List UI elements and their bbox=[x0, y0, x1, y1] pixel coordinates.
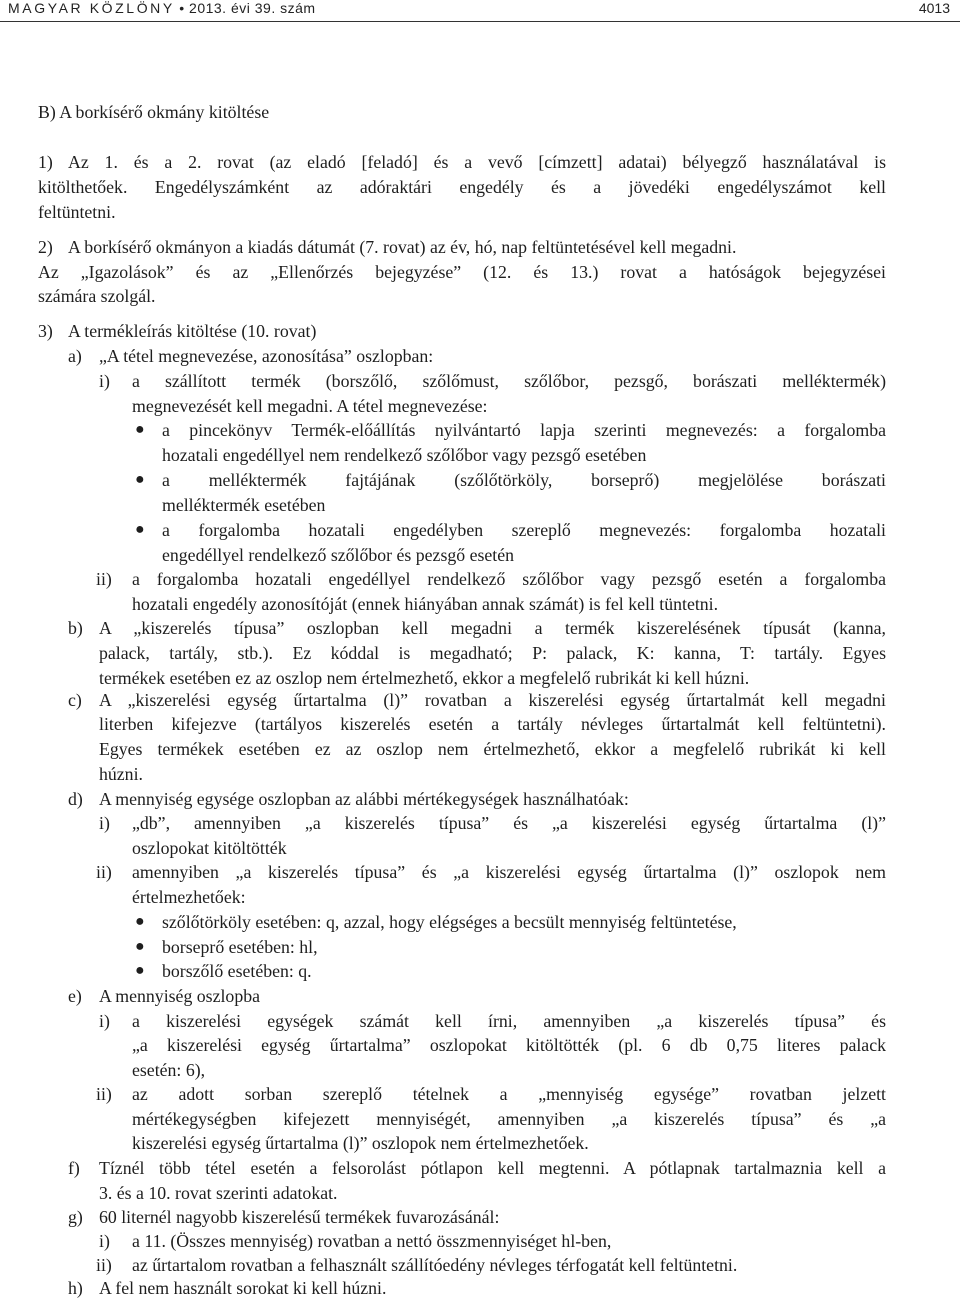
item-3d-ii-line: amennyiben „a kiszerelés típusa” és „a kiszerelési egység űrtartalma (l)” oszlopok nem bbox=[132, 862, 886, 882]
item-3e-label: e) bbox=[68, 986, 82, 1006]
bullet-item-line: a melléktermék fajtájának (szőlőtörköly, borseprő) megjelölése borászati bbox=[162, 470, 886, 490]
item-3a-label: a) bbox=[68, 346, 82, 366]
issue-info: 2013. évi 39. szám bbox=[189, 0, 316, 16]
item-3g-title: 60 liternél nagyobb kiszerelésű termékek fuvarozásánál: bbox=[99, 1207, 500, 1227]
item-3d-title: A mennyiség egysége oszlopban az alábbi mértékegységek használhatóak: bbox=[99, 789, 629, 809]
item-3h-line: A fel nem használt sorokat ki kell húzni. bbox=[99, 1278, 387, 1298]
item-3a-i-line: a szállított termék (borszőlő, szőlőmust, szőlőbor, pezsgő, borászati melléktermék) bbox=[132, 371, 886, 391]
item-3b-label: b) bbox=[68, 618, 83, 638]
item-3d-ii-line: értelmezhetőek: bbox=[132, 887, 246, 907]
item-1-line: Az 1. és a 2. rovat (az eladó [feladó] és a vevő [címzett] adatai) bélyegző használatával is bbox=[68, 152, 886, 172]
item-3f-line: 3. és a 10. rovat szerinti adatokat. bbox=[99, 1183, 338, 1203]
item-3b-line: A „kiszerelés típusa” oszlopban kell megadni a termék kiszerelésének típusát (kanna, bbox=[99, 618, 886, 638]
item-3e-i-line: „a kiszerelési egység űrtartalma” oszlopokat kitöltötték (pl. 6 db 0,75 literes palack bbox=[132, 1035, 886, 1055]
item-3e-ii-label: ii) bbox=[96, 1084, 112, 1104]
page-header bbox=[0, 0, 960, 24]
item-3e-i-label: i) bbox=[99, 1011, 110, 1031]
item-3e-i-line: esetén: 6), bbox=[132, 1060, 206, 1080]
item-3d-label: d) bbox=[68, 789, 83, 809]
item-3c-line: literben kifejezve (tartályos kiszerelés esetén a tartály névleges űrtartalmát kell feltüntetni). bbox=[99, 714, 886, 734]
item-3e-ii-line: mértékegységben kifejezett mennyiségét, amennyiben „a kiszerelés típusa” és „a bbox=[132, 1109, 886, 1129]
bullet-item-line: melléktermék esetében bbox=[162, 495, 326, 515]
item-3d-i-line: oszlopokat kitöltötték bbox=[132, 838, 287, 858]
item-3e-ii-line: az adott sorban szereplő tételnek a „mennyiség egysége” rovatban jelzett bbox=[132, 1084, 886, 1104]
section-title: B) A borkísérő okmány kitöltése bbox=[38, 102, 270, 122]
item-3-title: A termékleírás kitöltése (10. rovat) bbox=[68, 321, 317, 341]
item-3e-title: A mennyiség oszlopba bbox=[99, 986, 260, 1006]
item-3g-i-label: i) bbox=[99, 1231, 110, 1251]
bullet-item-line: borszőlő esetében: q. bbox=[162, 961, 312, 981]
item-3a-title: „A tétel megnevezése, azonosítása” oszlopban: bbox=[99, 346, 434, 366]
item-3c-label: c) bbox=[68, 690, 82, 710]
item-3d-i-line: „db”, amennyiben „a kiszerelés típusa” és „a kiszerelési egység űrtartalma (l)” bbox=[132, 813, 886, 833]
bullet-icon: ● bbox=[135, 913, 145, 930]
bullet-item-line: hozatali engedéllyel nem rendelkező szőlőbor vagy pezsgő esetében bbox=[162, 445, 647, 465]
item-3h-label: h) bbox=[68, 1278, 83, 1298]
item-2-line: számára szolgál. bbox=[38, 286, 156, 306]
item-2-line: Az „Igazolások” és az „Ellenőrzés bejegyzése” (12. és 13.) rovat a hatóságok bejegyzései bbox=[38, 262, 886, 282]
item-3g-label: g) bbox=[68, 1207, 83, 1227]
item-3g-i-line: a 11. (Összes mennyiség) rovatban a nettó összmennyiséget hl-ben, bbox=[132, 1231, 612, 1251]
item-3f-label: f) bbox=[68, 1158, 80, 1178]
item-3a-ii-line: hozatali engedély azonosítóját (ennek hiányában annak számát) is fel kell tüntetni. bbox=[132, 594, 719, 614]
bullet-item-line: engedéllyel rendelkező szőlőbor és pezsgő esetén bbox=[162, 545, 515, 565]
item-3a-ii-line: a forgalomba hozatali engedéllyel rendelkező szőlőbor vagy pezsgő esetén a forgalomba bbox=[132, 569, 886, 589]
item-3e-i-line: a kiszerelési egységek számát kell írni, amennyiben „a kiszerelés típusa” és bbox=[132, 1011, 886, 1031]
item-3a-i-line: megnevezését kell megadni. A tétel megnevezése: bbox=[132, 396, 488, 416]
bullet-icon: ● bbox=[135, 471, 145, 488]
bullet-item-line: borseprő esetében: hl, bbox=[162, 937, 318, 957]
bullet-item-line: szőlőtörköly esetében: q, azzal, hogy elégséges a becsült mennyiség feltüntetése, bbox=[162, 912, 737, 932]
item-3f-line: Tíznél több tétel esetén a felsorolást pótlapon kell megtenni. A pótlapnak tartalmaznia kell a bbox=[99, 1158, 886, 1178]
item-2-line: A borkísérő okmányon a kiadás dátumát (7. rovat) az év, hó, nap feltüntetésével kell megadni. bbox=[68, 237, 737, 257]
item-2-label: 2) bbox=[38, 237, 53, 257]
item-3c-line: húzni. bbox=[99, 764, 143, 784]
item-3g-ii-label: ii) bbox=[96, 1255, 112, 1275]
item-3e-ii-line: kiszerelési egység űrtartalma (l)” oszlopok nem értelmezhetőek. bbox=[132, 1133, 589, 1153]
item-3a-ii-label: ii) bbox=[96, 569, 112, 589]
bullet-icon: ● bbox=[135, 962, 145, 979]
publication-info: MAGYAR KÖZLÖNY • 2013. évi 39. szám bbox=[8, 0, 316, 16]
bullet-icon: ● bbox=[135, 938, 145, 955]
item-3d-ii-label: ii) bbox=[96, 862, 112, 882]
item-3b-line: palack, tartály, stb.). Ez kóddal is megadható; P: palack, K: kanna, T: tartály. Egyes bbox=[99, 643, 886, 663]
page-number: 4013 bbox=[918, 0, 950, 16]
item-3c-line: A „kiszerelési egység űrtartalma (l)” rovatban a kiszerelési egység űrtartalmát kell megadni bbox=[99, 690, 886, 710]
item-3c-line: Egyes termékek esetében ez az oszlop nem értelmezhető, ekkor a megfelelő rubrikát ki kell bbox=[99, 739, 886, 759]
bullet-item-line: a pincekönyv Termék-előállítás nyilvántartó lapja szerinti megnevezés: a forgalomba bbox=[162, 420, 886, 440]
header-divider bbox=[0, 21, 960, 22]
item-1-label: 1) bbox=[38, 152, 53, 172]
item-3g-ii-line: az űrtartalom rovatban a felhasznált szállítóedény névleges térfogatát kell feltüntetni. bbox=[132, 1255, 738, 1275]
bullet-item-line: a forgalomba hozatali engedélyben szereplő megnevezés: forgalomba hozatali bbox=[162, 520, 886, 540]
item-3-label: 3) bbox=[38, 321, 53, 341]
bullet-icon: ● bbox=[135, 521, 145, 538]
item-1-line: kitölthetőek. Engedélyszámként az adóraktári engedély és a jövedéki engedélyszámot kell bbox=[38, 177, 886, 197]
publication-title: MAGYAR KÖZLÖNY bbox=[8, 0, 175, 16]
item-1-line: feltüntetni. bbox=[38, 202, 116, 222]
item-3b-line: termékek esetében ez az oszlop nem értelmezhető, ekkor a megfelelő rubrikát ki kell húzni. bbox=[99, 668, 750, 688]
item-3d-i-label: i) bbox=[99, 813, 110, 833]
item-3a-i-label: i) bbox=[99, 371, 110, 391]
bullet-icon: ● bbox=[135, 421, 145, 438]
